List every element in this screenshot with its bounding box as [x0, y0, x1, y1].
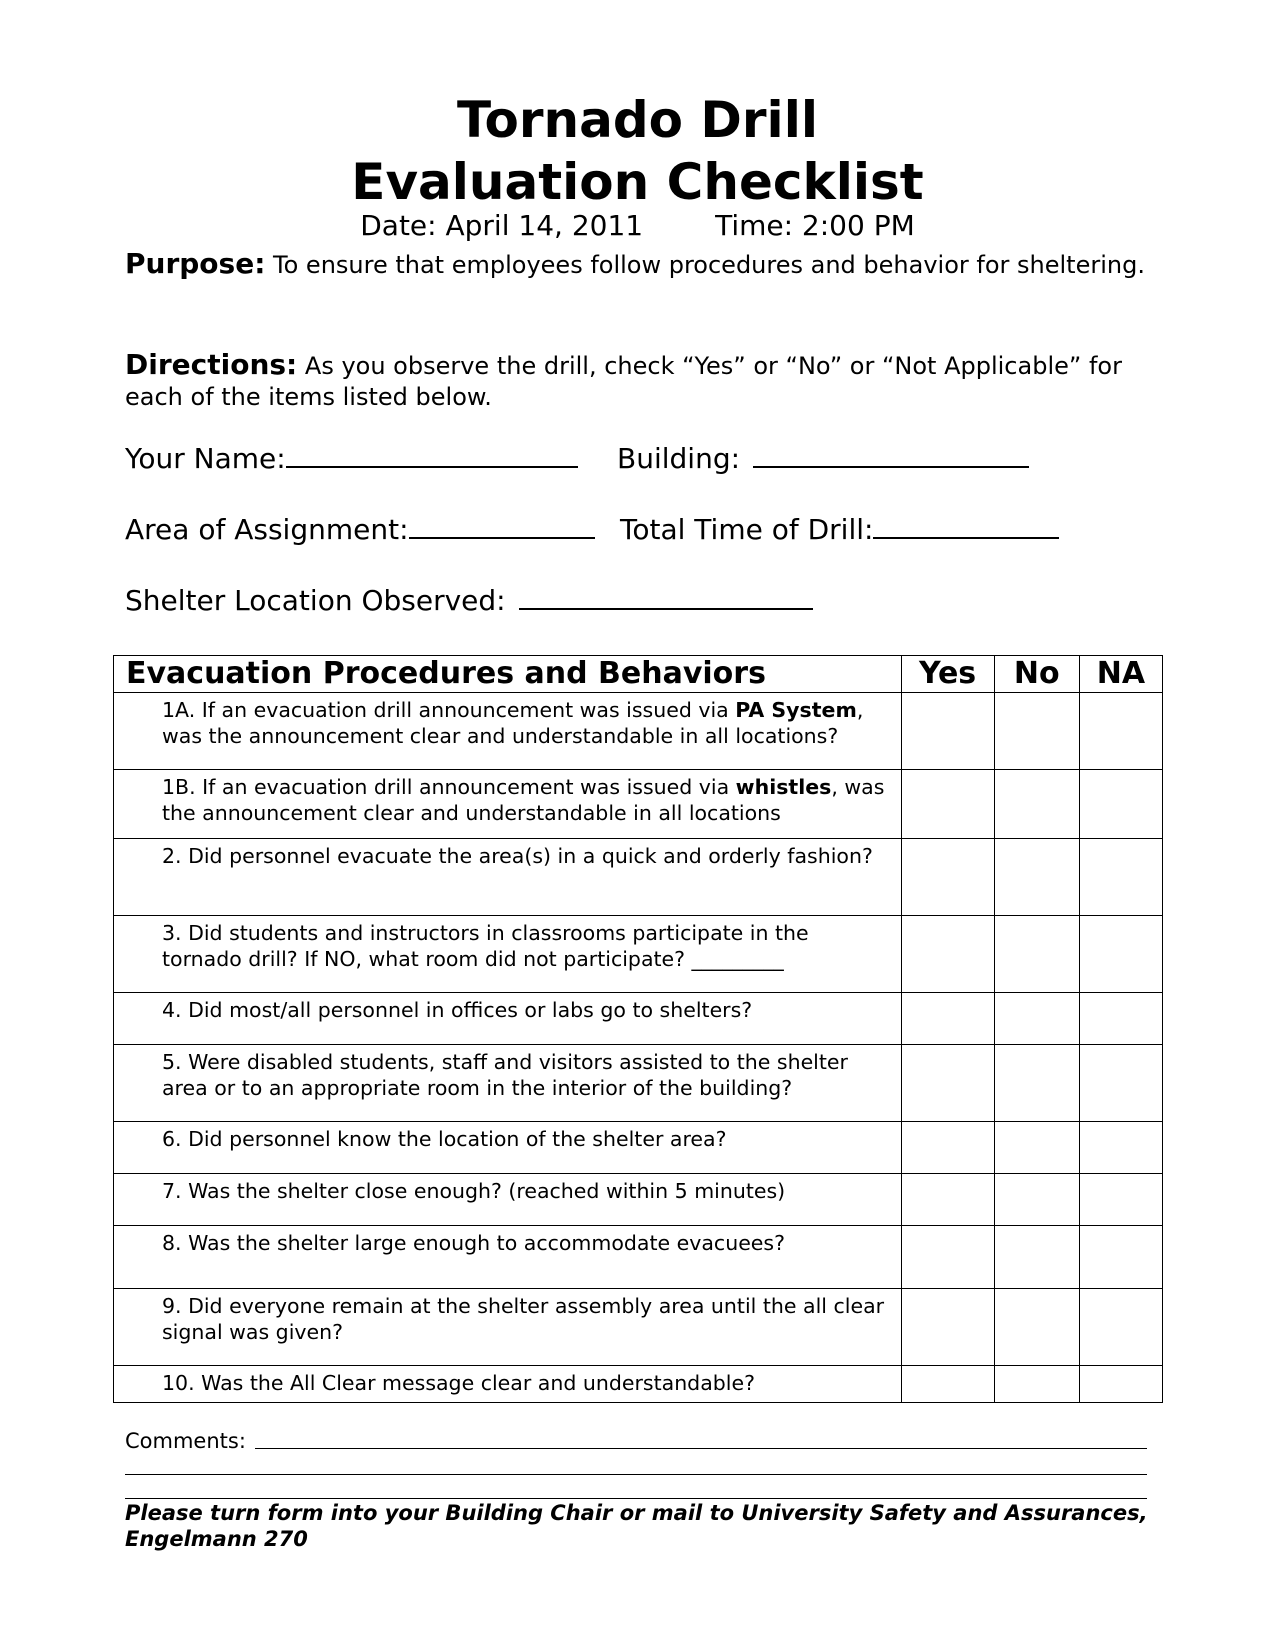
checklist-table	[113, 655, 1163, 1403]
yes-check-cell[interactable]	[901, 1045, 994, 1122]
yes-check-cell[interactable]	[901, 1122, 994, 1174]
no-check-cell[interactable]	[994, 993, 1079, 1045]
item-cell	[114, 993, 902, 1045]
purpose-label: Purpose:	[125, 247, 266, 280]
na-check-cell[interactable]	[1079, 770, 1162, 839]
drill-date: Date: April 14, 2011	[360, 209, 644, 242]
no-check-cell[interactable]	[994, 1045, 1079, 1122]
total-time-field[interactable]	[620, 509, 1059, 548]
table-row	[114, 1226, 1163, 1289]
item-text: 10. Was the All Clear message clear and understandable?	[162, 1371, 755, 1395]
item-cell	[114, 1122, 902, 1174]
drill-time: Time: 2:00 PM	[715, 209, 915, 242]
procedures-header: Evacuation Procedures and Behaviors	[114, 656, 902, 693]
item-cell	[114, 1174, 902, 1226]
no-check-cell[interactable]	[994, 1366, 1079, 1403]
no-header: No	[994, 656, 1079, 693]
date-time-line	[0, 208, 1275, 244]
na-check-cell[interactable]	[1079, 916, 1162, 993]
table-row	[114, 993, 1163, 1045]
na-check-cell[interactable]	[1079, 1366, 1162, 1403]
shelter-location-blank[interactable]	[519, 580, 813, 610]
item-text: 9. Did everyone remain at the shelter assembly area until the all clear signal was given?	[162, 1294, 885, 1344]
directions-label: Directions:	[125, 348, 298, 381]
item-cell	[114, 1226, 902, 1289]
directions-paragraph	[125, 349, 1185, 413]
item-text: 2. Did personnel evacuate the area(s) in a quick and orderly fashion?	[162, 844, 873, 868]
item-text: 1B. If an evacuation drill announcement was issued via whistles, was the announcement clear and understandable in all locations	[162, 775, 885, 825]
your-name-field[interactable]	[125, 438, 578, 477]
area-of-assignment-label: Area of Assignment:	[125, 513, 409, 546]
purpose-text: To ensure that employees follow procedures and behavior for sheltering.	[265, 251, 1145, 279]
na-check-cell[interactable]	[1079, 1174, 1162, 1226]
na-check-cell[interactable]	[1079, 1289, 1162, 1366]
directions-text: As you observe the drill, check “Yes” or “No” or “Not Applicable” for each of the items listed below.	[125, 352, 1122, 411]
item-text: 6. Did personnel know the location of the shelter area?	[162, 1127, 727, 1151]
item-cell	[114, 839, 902, 916]
item-cell	[114, 1045, 902, 1122]
your-name-label: Your Name:	[125, 442, 286, 475]
shelter-location-field[interactable]	[125, 580, 813, 619]
item-text: 8. Was the shelter large enough to accommodate evacuees?	[162, 1231, 785, 1255]
item-text: 7. Was the shelter close enough? (reached within 5 minutes)	[162, 1179, 786, 1203]
yes-check-cell[interactable]	[901, 916, 994, 993]
comments-line-1[interactable]	[255, 1448, 1147, 1449]
title-line-1: Tornado Drill	[457, 91, 818, 149]
table-row	[114, 839, 1163, 916]
no-check-cell[interactable]	[994, 1226, 1079, 1289]
na-check-cell[interactable]	[1079, 1226, 1162, 1289]
shelter-location-label: Shelter Location Observed:	[125, 584, 515, 617]
table-row	[114, 1289, 1163, 1366]
na-check-cell[interactable]	[1079, 839, 1162, 916]
item-cell	[114, 1289, 902, 1366]
building-blank[interactable]	[753, 438, 1029, 468]
item-cell	[114, 916, 902, 993]
yes-check-cell[interactable]	[901, 839, 994, 916]
yes-check-cell[interactable]	[901, 993, 994, 1045]
na-check-cell[interactable]	[1079, 1045, 1162, 1122]
item-text: 4. Did most/all personnel in offices or labs go to shelters?	[162, 998, 753, 1022]
comments-label: Comments:	[125, 1429, 246, 1453]
no-check-cell[interactable]	[994, 1289, 1079, 1366]
item-text: 3. Did students and instructors in classrooms participate in the tornado drill? If NO, what room did not participate? _________	[162, 921, 809, 971]
title-line-2: Evaluation Checklist	[351, 153, 924, 211]
area-of-assignment-blank[interactable]	[409, 509, 595, 539]
item-cell	[114, 693, 902, 770]
item-text: 5. Were disabled students, staff and visitors assisted to the shelter area or to an appropriate room in the interior of the building?	[162, 1050, 848, 1100]
purpose-paragraph	[125, 248, 1185, 281]
table-row	[114, 1366, 1163, 1403]
comments-line-2[interactable]	[125, 1474, 1147, 1475]
table-row	[114, 916, 1163, 993]
yes-header: Yes	[901, 656, 994, 693]
item-text: 1A. If an evacuation drill announcement was issued via PA System, was the announcement clear and understandable in all locations?	[162, 698, 864, 748]
no-check-cell[interactable]	[994, 916, 1079, 993]
table-row	[114, 1174, 1163, 1226]
table-row	[114, 770, 1163, 839]
no-check-cell[interactable]	[994, 1122, 1079, 1174]
no-check-cell[interactable]	[994, 693, 1079, 770]
no-check-cell[interactable]	[994, 770, 1079, 839]
yes-check-cell[interactable]	[901, 1366, 994, 1403]
building-field[interactable]	[617, 438, 1029, 477]
yes-check-cell[interactable]	[901, 770, 994, 839]
table-row	[114, 1045, 1163, 1122]
na-check-cell[interactable]	[1079, 1122, 1162, 1174]
building-label: Building:	[617, 442, 749, 475]
item-cell	[114, 770, 902, 839]
item-cell	[114, 1366, 902, 1403]
yes-check-cell[interactable]	[901, 1174, 994, 1226]
your-name-blank[interactable]	[286, 438, 578, 468]
footer-instructions: Please turn form into your Building Chair or mail to University Safety and Assurances, Engelmann 270	[125, 1501, 1148, 1551]
table-row	[114, 1122, 1163, 1174]
no-check-cell[interactable]	[994, 839, 1079, 916]
area-of-assignment-field[interactable]	[125, 509, 595, 548]
na-header: NA	[1079, 656, 1162, 693]
no-check-cell[interactable]	[994, 1174, 1079, 1226]
yes-check-cell[interactable]	[901, 693, 994, 770]
na-check-cell[interactable]	[1079, 693, 1162, 770]
table-row	[114, 693, 1163, 770]
total-time-label: Total Time of Drill:	[620, 513, 874, 546]
yes-check-cell[interactable]	[901, 1289, 994, 1366]
na-check-cell[interactable]	[1079, 993, 1162, 1045]
comments-line-3[interactable]	[125, 1498, 1147, 1499]
yes-check-cell[interactable]	[901, 1226, 994, 1289]
table-header-row	[114, 656, 1163, 693]
total-time-blank[interactable]	[873, 509, 1059, 539]
